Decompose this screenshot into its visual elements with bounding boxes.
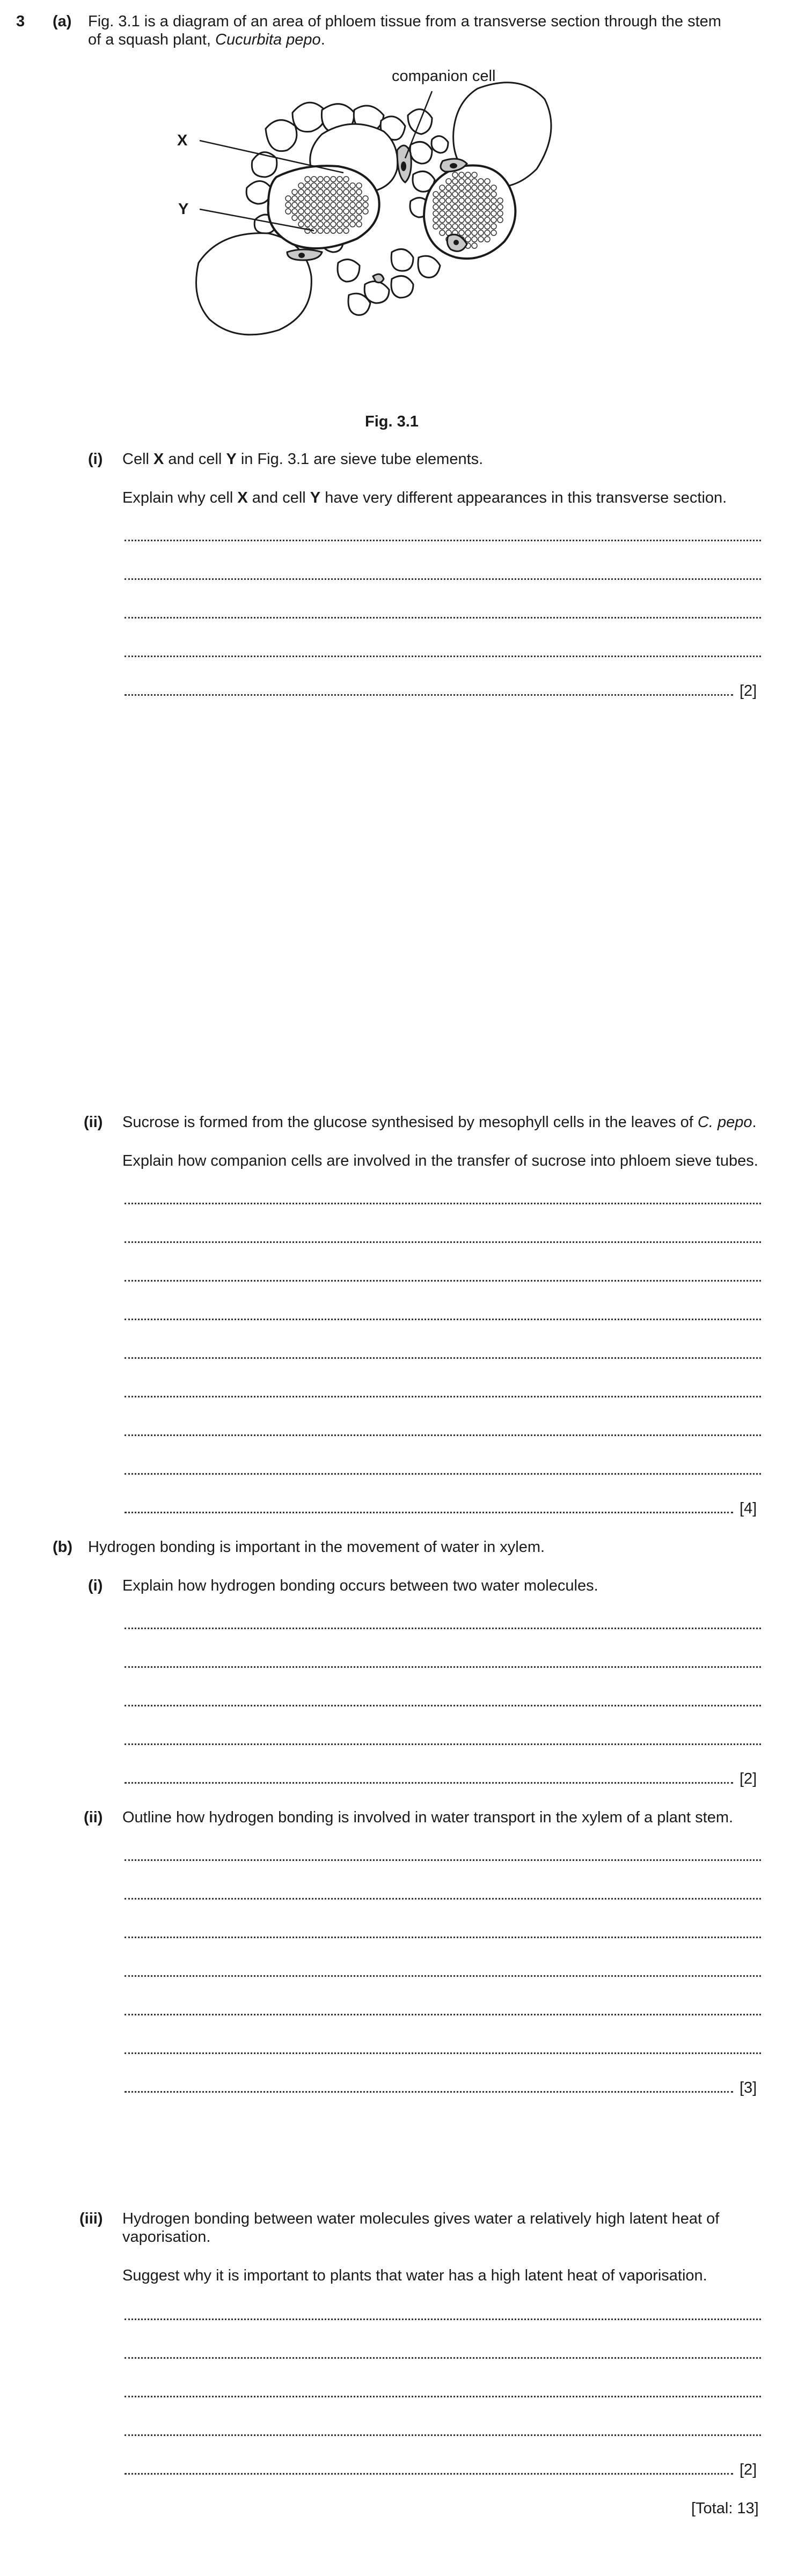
answer-line[interactable] bbox=[125, 1782, 733, 1784]
intro-text: of a squash plant, bbox=[88, 31, 215, 48]
parenchyma-cell bbox=[266, 120, 297, 151]
marks-a-i: [2] bbox=[740, 682, 757, 700]
answer-line[interactable] bbox=[125, 1512, 733, 1513]
text: . bbox=[752, 1114, 757, 1131]
answer-line[interactable] bbox=[125, 1396, 761, 1397]
answer-line[interactable] bbox=[125, 2052, 761, 2054]
answer-line[interactable] bbox=[125, 1357, 761, 1359]
nucleus bbox=[453, 240, 459, 245]
parenchyma-cell bbox=[391, 276, 413, 298]
marks-b-iii: [2] bbox=[740, 2461, 757, 2478]
answer-line[interactable] bbox=[125, 1203, 761, 1204]
text: and cell bbox=[247, 489, 310, 506]
part-b-iii-line-2: vaporisation. bbox=[122, 2228, 211, 2246]
answer-line[interactable] bbox=[125, 1743, 761, 1745]
parenchyma-cell bbox=[246, 181, 271, 204]
species-abbrev: C. pepo bbox=[697, 1114, 752, 1131]
part-b-i-text: Explain how hydrogen bonding occurs between two water molecules. bbox=[122, 1577, 598, 1594]
text: Cell bbox=[122, 451, 154, 468]
text: Sucrose is formed from the glucose synthesised by mesophyll cells in the leaves of bbox=[122, 1114, 698, 1131]
part-b-iii-line-1: Hydrogen bonding between water molecules gives water a relatively high latent heat of bbox=[122, 2210, 720, 2227]
part-a-intro-line-2 bbox=[88, 30, 325, 49]
parenchyma-cell bbox=[431, 136, 448, 153]
answer-line[interactable] bbox=[125, 1628, 761, 1629]
marks-b-i: [2] bbox=[740, 1770, 757, 1787]
part-a-label: (a) bbox=[53, 13, 72, 30]
answer-line[interactable] bbox=[125, 1859, 761, 1861]
text: Explain why cell bbox=[122, 489, 238, 506]
part-a-ii-label: (ii) bbox=[84, 1114, 103, 1131]
question-number: 3 bbox=[16, 13, 25, 30]
figure-caption: Fig. 3.1 bbox=[365, 413, 419, 430]
answer-line[interactable] bbox=[125, 1319, 761, 1320]
large-parenchyma-cell-bottom-left bbox=[196, 233, 312, 335]
answer-line[interactable] bbox=[125, 1937, 761, 1938]
cell-y: Y bbox=[310, 489, 321, 506]
part-b-intro: Hydrogen bonding is important in the movement of water in xylem. bbox=[88, 1539, 545, 1556]
parenchyma-cell bbox=[410, 142, 432, 164]
text: in Fig. 3.1 are sieve tube elements. bbox=[236, 451, 484, 468]
answer-line[interactable] bbox=[125, 2014, 761, 2015]
answer-line[interactable] bbox=[125, 2396, 761, 2397]
part-a-i-line-1 bbox=[122, 450, 483, 469]
answer-line[interactable] bbox=[125, 2473, 733, 2475]
intro-end: . bbox=[320, 31, 325, 48]
marks-b-ii: [3] bbox=[740, 2079, 757, 2096]
part-b-iii-line-3: Suggest why it is important to plants that water has a high latent heat of vaporisation. bbox=[122, 2267, 707, 2284]
answer-line[interactable] bbox=[125, 2357, 761, 2359]
cell-x: X bbox=[237, 489, 248, 506]
part-b-iii-label: (iii) bbox=[79, 2210, 103, 2227]
part-b-i-label: (i) bbox=[88, 1577, 103, 1594]
text: have very different appearances in this transverse section. bbox=[320, 489, 727, 506]
nucleus bbox=[450, 163, 457, 168]
answer-line[interactable] bbox=[125, 1280, 761, 1282]
answer-line[interactable] bbox=[125, 1975, 761, 1977]
cell-x-label: X bbox=[177, 132, 188, 149]
part-a-i-label: (i) bbox=[88, 451, 103, 468]
total-marks: [Total: 13] bbox=[691, 2500, 759, 2517]
answer-line[interactable] bbox=[125, 540, 761, 541]
answer-line[interactable] bbox=[125, 2091, 733, 2093]
answer-line[interactable] bbox=[125, 2319, 761, 2320]
parenchyma-cell bbox=[292, 102, 325, 131]
parenchyma-cell bbox=[338, 260, 360, 282]
answer-line[interactable] bbox=[125, 1434, 761, 1436]
answer-line[interactable] bbox=[125, 578, 761, 580]
answer-line[interactable] bbox=[125, 694, 733, 696]
companion-cell-label: companion cell bbox=[392, 68, 496, 85]
parenchyma-cell bbox=[391, 249, 413, 271]
part-a-i-line-2 bbox=[122, 488, 727, 507]
text: and cell bbox=[164, 451, 226, 468]
part-a-ii-line-1 bbox=[122, 1113, 757, 1132]
answer-line[interactable] bbox=[125, 1473, 761, 1475]
answer-line[interactable] bbox=[125, 2434, 761, 2436]
part-b-ii-label: (ii) bbox=[84, 1809, 103, 1826]
phloem-diagram bbox=[161, 59, 617, 402]
nucleus bbox=[298, 253, 305, 258]
marks-a-ii: [4] bbox=[740, 1500, 757, 1517]
answer-line[interactable] bbox=[125, 617, 761, 619]
cell-x: X bbox=[153, 451, 164, 468]
answer-line[interactable] bbox=[125, 656, 761, 657]
companion-cell bbox=[373, 274, 384, 283]
answer-line[interactable] bbox=[125, 1666, 761, 1668]
part-b-label: (b) bbox=[53, 1539, 73, 1556]
cell-y-label: Y bbox=[178, 201, 189, 218]
parenchyma-cell bbox=[252, 152, 277, 177]
part-a-intro-line-1: Fig. 3.1 is a diagram of an area of phloem tissue from a transverse section through the stem bbox=[88, 13, 721, 30]
sieve-tube-y bbox=[268, 166, 379, 248]
answer-line[interactable] bbox=[125, 1898, 761, 1900]
answer-line[interactable] bbox=[125, 1241, 761, 1243]
part-a-ii-line-2: Explain how companion cells are involved in the transfer of sucrose into phloem sieve tubes. bbox=[122, 1152, 758, 1169]
answer-line[interactable] bbox=[125, 1705, 761, 1706]
cell-y: Y bbox=[226, 451, 237, 468]
parenchyma-cell bbox=[418, 256, 440, 277]
part-b-ii-text: Outline how hydrogen bonding is involved in water transport in the xylem of a plant stem. bbox=[122, 1809, 734, 1826]
nucleus bbox=[401, 161, 406, 171]
species-name: Cucurbita pepo bbox=[215, 31, 321, 48]
